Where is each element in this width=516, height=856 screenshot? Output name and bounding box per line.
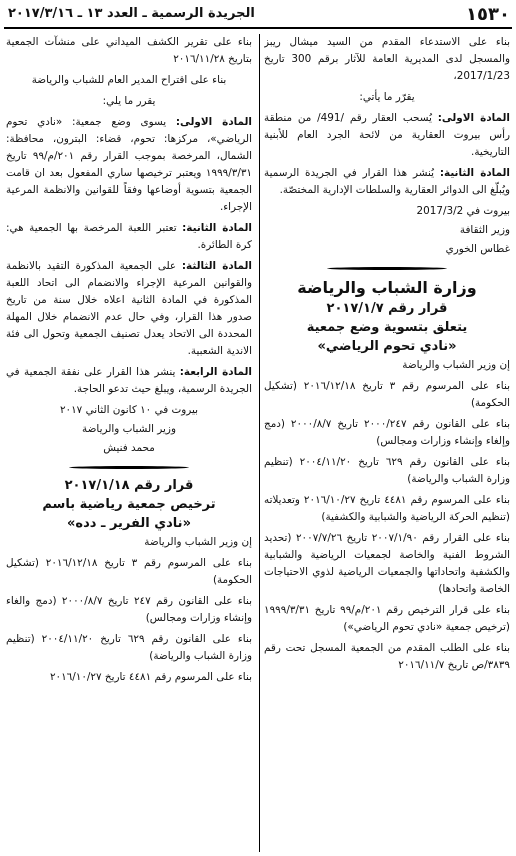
- decision-number: قرار رقم ٢٠١٧/١/١٨: [64, 478, 194, 493]
- article-title: المادة الرابعة:: [179, 366, 252, 378]
- recital: بناء على الطلب المقدم من الجمعية المسجل تحت رقم ٣٨٣٩/ص تاريخ ٢٠١٦/١١/٧: [264, 642, 510, 671]
- decides-heading: يقرّر ما يأتي:: [359, 91, 415, 103]
- recital: بناء على القانون رقم ٦٢٩ تاريخ ٢٠٠٤/١١/٢٠ (تنظيم وزارة الشباب والرياضة): [264, 456, 510, 485]
- decides-heading: يقرر ما يلي:: [102, 95, 156, 107]
- article-text: ينشر هذا القرار على نفقة الجمعية في الجريدة الرسمية، ويبلغ حيث تدعو الحاجة.: [6, 366, 252, 395]
- decision-subject: ترخيص جمعية رياضية باسم: [42, 497, 216, 512]
- decision-number: قرار رقم ٢٠١٧/١/٧: [326, 301, 448, 316]
- signature-date: بيروت في ١٠ كانون الثاني ٢٠١٧: [59, 404, 199, 416]
- article-4: [6, 364, 252, 398]
- section-divider: [327, 264, 447, 272]
- ministry-section-title: وزارة الشباب والرياضة: [297, 278, 477, 297]
- article-1: [264, 110, 510, 161]
- minister-title: وزير الثقافة: [459, 224, 510, 236]
- recital: بناء على المرسوم رقم ٤٤٨١ تاريخ ٢٠١٦/١٠/٢٧ وتعديلاته (تنظيم الحركة الرياضية والشبابية والكشفية): [264, 494, 510, 523]
- recital: بناء على المرسوم رقم ٤٤٨١ تاريخ ٢٠١٦/١٠/٢٧: [49, 671, 252, 683]
- article-2: [264, 165, 510, 199]
- article-text: يُنشر هذا القرار في الجريدة الرسمية ويُبلّغ الى الدوائر العقارية والسلطات الإدارية المختصّة.: [264, 167, 510, 196]
- recital: بناء على قرار الترخيص رقم ٢٠١/م/٩٩ تاريخ ١٩٩٩/٣/٣١ (ترخيص جمعية «نادي تحوم الرياضي»): [264, 604, 510, 633]
- intro-line: إن وزير الشباب والرياضة: [402, 359, 510, 371]
- article-text: على الجمعية المذكورة التقيد بالانظمة والقوانين المرعية الإجراء والانضمام الى اتحاد اللعبة المذكورة في المادة الثانية اعلاه خلال سنة من تاريخ صدور هذا القرار، وفي حال عدم الانضمام خلال المهلة المحددة الى الاتحاد يعدل تصنيف الجمعية وتحول الى فئة الاندية الشعبية.: [6, 260, 252, 357]
- article-3: [6, 258, 252, 360]
- header-rule: [4, 27, 512, 29]
- article-title: المادة الاولى:: [175, 116, 252, 128]
- column-divider: [259, 34, 260, 852]
- article-text: يُسحب العقار رقم /491/ من منطقة رأس بيروت العقارية من لائحة الجرد العام للأبنية التاريخية.: [264, 112, 510, 158]
- association-name: «نادي الفرير ـ دده»: [67, 516, 191, 531]
- paragraph: بناء على الاستدعاء المقدم من السيد ميشال ريبز والمسجل لدى المديرية العامة للآثار برقم 300 تاريخ 2017/1/23،: [264, 36, 510, 82]
- page-number: ١٥٣٠: [466, 4, 510, 25]
- section-divider: [69, 463, 189, 471]
- intro-line: إن وزير الشباب والرياضة: [144, 536, 252, 548]
- page-header: [4, 4, 512, 26]
- recital: بناء على المرسوم رقم ٣ تاريخ ٢٠١٦/١٢/١٨ (تشكيل الحكومة): [6, 557, 252, 586]
- article-text: تعتبر اللعبة المرخصة بها الجمعية هي: كرة الطائرة.: [6, 222, 252, 251]
- article-2: [6, 220, 252, 254]
- minister-title: وزير الشباب والرياضة: [82, 423, 176, 435]
- recital: بناء على المرسوم رقم ٣ تاريخ ٢٠١٦/١٢/١٨ (تشكيل الحكومة): [264, 380, 510, 409]
- gazette-issue-title: الجريدة الرسمية ـ العدد ١٣ ـ ٢٠١٧/٣/١٦: [8, 6, 255, 21]
- article-title: المادة الثانية:: [439, 167, 510, 179]
- recital: بناء على اقتراح المدير العام للشباب والرياضة: [31, 74, 227, 86]
- right-column: [264, 34, 510, 852]
- association-name: «نادي تحوم الرياضي»: [317, 339, 457, 354]
- minister-name: غطاس الخوري: [445, 243, 510, 255]
- left-column: [6, 34, 252, 852]
- minister-name: محمد فنيش: [103, 442, 155, 454]
- article-title: المادة الثانية:: [182, 222, 252, 234]
- recital: بناء على تقرير الكشف الميداني على منشآت الجمعية بتاريخ ٢٠١٦/١١/٢٨: [6, 36, 252, 65]
- article-1: [6, 114, 252, 216]
- article-title: المادة الاولى:: [437, 112, 510, 124]
- article-text: يسوى وضع جمعية: «نادي تحوم الرياضي»، مركزها: تحوم، قضاء: البترون، محافظة: الشمال، المرخصة بموجب القرار رقم ٢٠١/م/٩٩ تاريخ ١٩٩٩/٣/٣١ ويعتبر ترخيصها ساري المفعول بعد ان قامت الجمعية بتسوية أوضاعها وفقاً للقوانين والانظمة المرعية الإجراء.: [6, 116, 252, 213]
- decision-subject: يتعلق بتسوية وضع جمعية: [306, 320, 468, 335]
- recital: بناء على القرار رقم ٢٠٠٧/١/٩٠ تاريخ ٢٠٠٧/٧/٢٦ (تحديد الشروط الفنية والخاصة لجمعيات الرياضية والشبابية والكشفية واتحاداتها والجمعيات الرياضية لذوي الاحتياجات الخاصة واتحادها): [264, 532, 510, 595]
- article-title: المادة الثالثة:: [181, 260, 252, 272]
- recital: بناء على القانون رقم ٦٢٩ تاريخ ٢٠٠٤/١١/٢٠ (تنظيم وزارة الشباب والرياضة): [6, 633, 252, 662]
- signature-date: بيروت في 2017/3/2: [416, 205, 510, 217]
- recital: بناء على القانون رقم ٢٤٧ تاريخ ٢٠٠٠/٨/٧ (دمج والغاء وإنشاء وزارات ومجالس): [6, 595, 252, 624]
- recital: بناء على القانون رقم ٢٠٠٠/٢٤٧ تاريخ ٢٠٠٠/٨/٧ (دمج وإلغاء وإنشاء وزارات ومجالس): [264, 418, 510, 447]
